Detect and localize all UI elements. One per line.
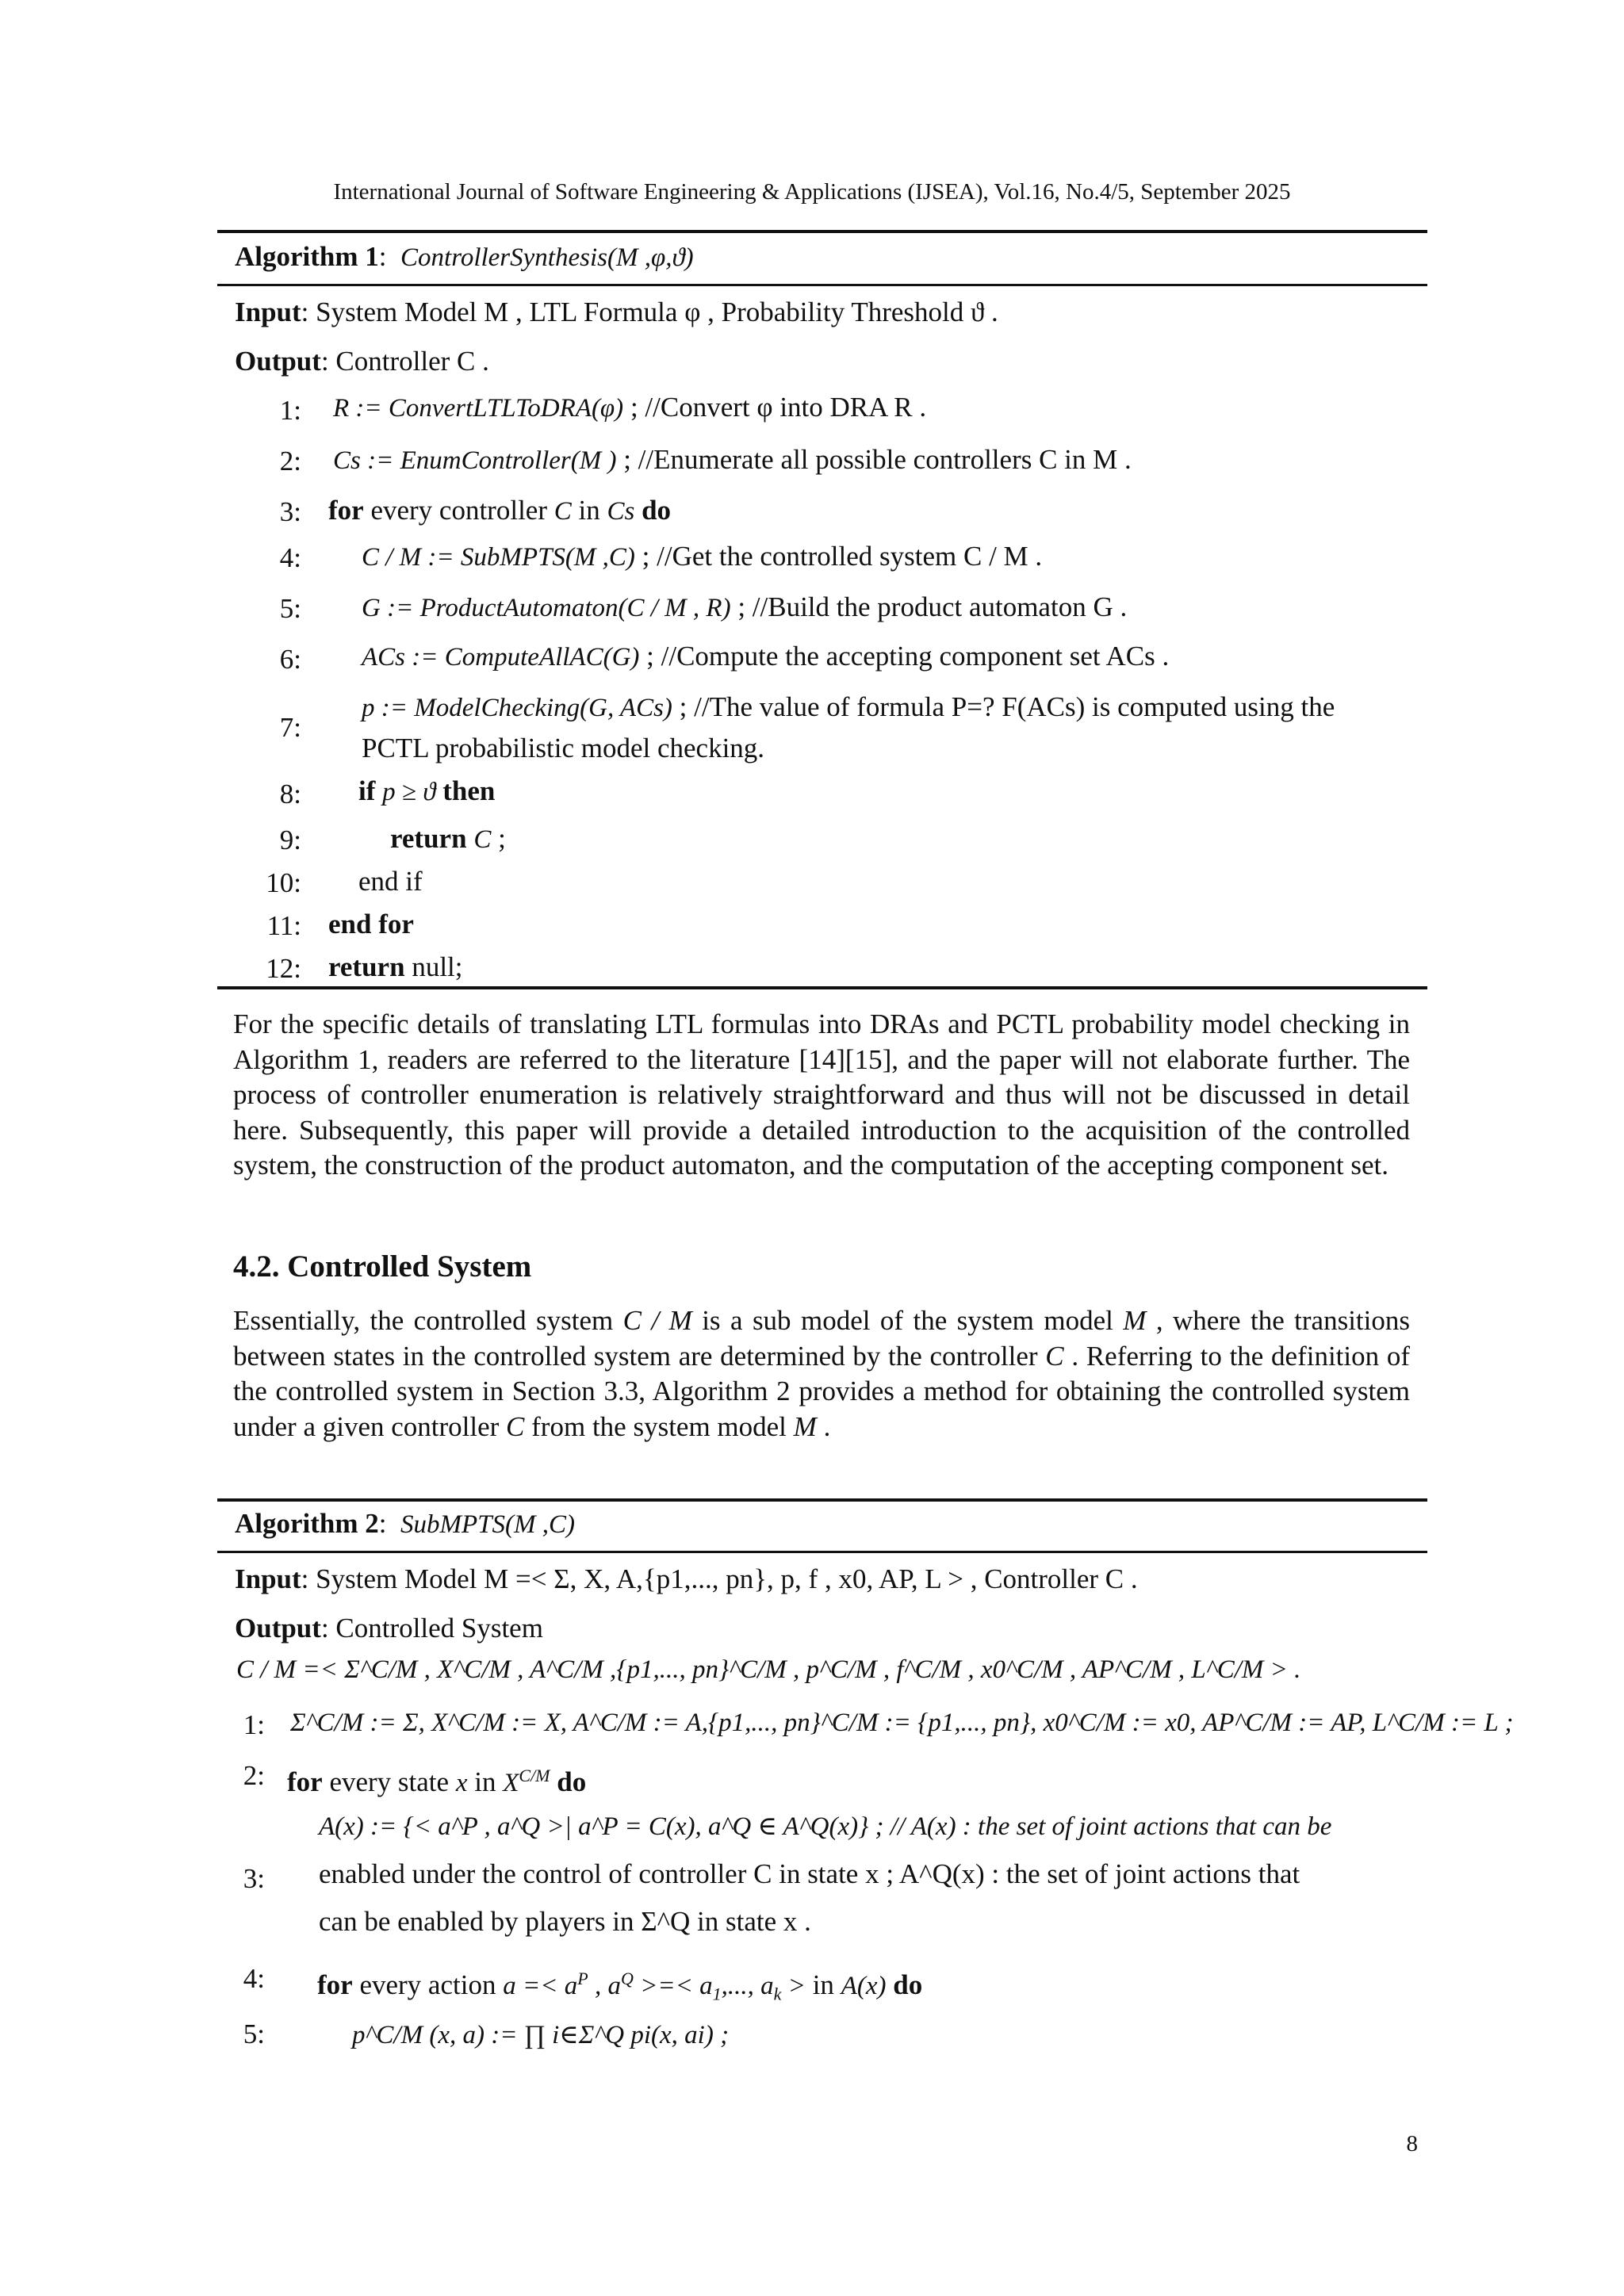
algorithm1-input [235,297,998,328]
algorithm1-input-text: : System Model M , LTL Formula φ , Probability Threshold ϑ . [301,297,998,327]
algorithm1-output-label: Output [235,346,321,377]
algorithm1-line: R := ConvertLTLToDRA(φ) ; //Convert φ into DRA R . [333,392,927,423]
algorithm2-label: Algorithm 2 [235,1508,379,1539]
algorithm2-line-number: 5: [243,2019,265,2049]
algorithm1-line-number: 11: [266,910,301,941]
algorithm2-line-continuation: enabled under the control of controller C in state x ; A^Q(x) : the set of joint actions that [319,1858,1300,1889]
algorithm1-line: if p ≥ ϑ then [358,775,496,806]
algorithm2-top-rule [217,1498,1427,1502]
algorithm2-line: Σ^C/M := Σ, X^C/M := X, A^C/M := A,{p1,..., pn}^C/M := {p1,..., pn}, x0^C/M := x0, AP^C/M := AP, L^C/M := L ; [290,1709,1514,1737]
algorithm2-title: Algorithm 2: SubMPTS(M ,C) [235,1508,576,1539]
algorithm1-line-number: 5: [279,593,301,624]
algorithm1-output [235,346,489,377]
algorithm1-line: C / M := SubMPTS(M ,C) ; //Get the controlled system C / M . [362,541,1043,572]
algorithm1-line-continuation: PCTL probabilistic model checking. [362,733,765,763]
algorithm1-line: ACs := ComputeAllAC(G) ; //Compute the accepting component set ACs . [362,641,1170,672]
running-header: International Journal of Software Engineering & Applications (IJSEA), Vol.16, No.4/5, September 2025 [333,179,1291,205]
algorithm1-line: end for [328,909,414,939]
algorithm2-input-label: Input [235,1563,301,1594]
algorithm1-line: p := ModelChecking(G, ACs) ; //The value of formula P=? F(ACs) is computed using the [362,691,1335,722]
algorithm2-line: p^C/M (x, a) := ∏ i∈Σ^Q pi(x, ai) ; [352,2021,730,2049]
algorithm2-line: for every state x in $X^{C/M}$ do [287,1766,587,1797]
algorithm1-line-number: 9: [279,825,301,855]
algorithm1-line: end if [358,866,423,897]
algorithm1-line: return C ; [390,823,506,854]
algorithm1-line-number: 10: [266,867,301,898]
algorithm1-label: Algorithm 1 [235,241,379,272]
algorithm2-output-label: Output [235,1613,321,1644]
algorithm1-output-text: : Controller C . [320,346,489,377]
algorithm2-input [235,1563,1138,1595]
algorithm1-line-number: 6: [279,644,301,675]
algorithm1-line-number: 4: [279,542,301,573]
algorithm2-line-number: 2: [243,1760,265,1791]
section-heading: 4.2. Controlled System [233,1249,532,1284]
algorithm1-header-rule [217,284,1427,286]
algorithm2-line-number: 4: [243,1963,265,1994]
algorithm1-line-number: 2: [279,446,301,476]
algorithm1-line-number: 12: [266,953,301,984]
algorithm1-top-rule [217,230,1427,233]
algorithm1-line: for every controller C in Cs do [328,495,672,526]
algorithm2-line-number: 3: [243,1863,265,1894]
algorithm1-line-number: 1: [279,395,301,426]
body-paragraph: For the specific details of translating LTL formulas into DRAs and PCTL probability model checking in Algorithm 1, readers are referred to the literature [14][15], and the paper will not elaborate further. The process of controller enumeration is relatively straightforward and thus will not be discussed in detail here. Subsequently, this paper will provide a detailed introduction to the acquisition of the controlled system, the construction of the product automaton, and the computation of the accepting component set. [233,1008,1410,1181]
algorithm2-line-number: 1: [243,1709,265,1740]
algorithm2-output-text: : Controlled System [320,1613,543,1644]
page-number: 8 [1406,2131,1418,2156]
algorithm2-header-rule [217,1551,1427,1553]
algorithm2-line: A(x) := {< a^P , a^Q >| a^P = C(x), a^Q ∈ A^Q(x)} ; // A(x) : the set of joint actions that can be [319,1812,1332,1841]
algorithm2-signature: SubMPTS(M ,C) [400,1510,576,1539]
algorithm1-bottom-rule [217,986,1427,989]
algorithm2-output [235,1613,543,1644]
algorithm1-line: Cs := EnumController(M ) ; //Enumerate all possible controllers C in M . [333,444,1132,475]
algorithm2-line-continuation: can be enabled by players in Σ^Q in state x . [319,1906,811,1937]
algorithm1-line-number: 3: [279,496,301,527]
algorithm1-signature: ControllerSynthesis(M ,φ,ϑ) [400,243,694,272]
algorithm1-line: return null; [328,951,463,982]
algorithm1-input-label: Input [235,297,301,327]
algorithm1-line-number: 7: [279,712,301,743]
algorithm2-input-text: : System Model M =< Σ, X, A,{p1,..., pn}, p, f , x0, AP, L > , Controller C . [301,1563,1138,1594]
algorithm1-title: Algorithm 1: ControllerSynthesis(M ,φ,ϑ) [235,241,694,272]
body-paragraph: Essentially, the controlled system C / M is a sub model of the system model M , where the transitions between states in the controlled system are determined by the controller C . Referring to the definition of the controlled system in Section 3.3, Algorithm 2 provides a method for obtaining the controlled system under a given controller C from the system model M . [233,1305,1410,1442]
algorithm2-line: for every action $a =< a^P$ , $a^Q$ >=< $a_1$,..., $a_k$ > in A(x) do [317,1969,923,2004]
algorithm2-output-formula: C / M =< Σ^C/M , X^C/M , A^C/M ,{p1,..., pn}^C/M , p^C/M , f^C/M , x0^C/M , AP^C/M , L^C/M > . [236,1655,1301,1684]
algorithm1-line: G := ProductAutomaton(C / M , R) ; //Build the product automaton G . [362,591,1128,622]
algorithm1-line-number: 8: [279,779,301,809]
